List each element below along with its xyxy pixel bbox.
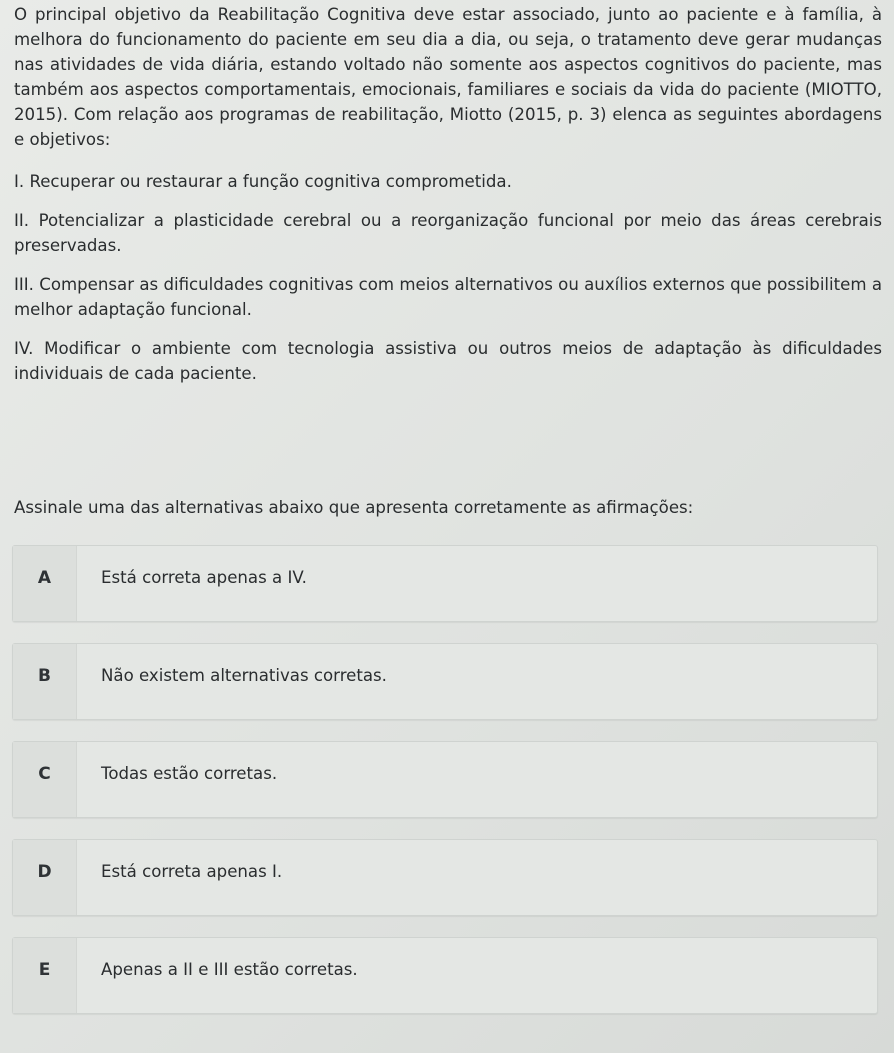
- option-b[interactable]: [12, 643, 878, 720]
- question-intro: O principal objetivo da Reabilitação Cognitiva deve estar associado, junto ao paciente e à família, à melhora do funcionamento do paciente em seu dia a dia, ou seja, o tratamento deve gerar mudanças nas atividades de vida diária, estando voltado não somente aos aspectos cognitivos do paciente, mas também aos aspectos comportamentais, emocionais, familiares e sociais da vida do paciente (MIOTTO, 2015). Com relação aos programas de reabilitação, Miotto (2015, p. 3) elenca as seguintes abordagens e objetivos:: [14, 5, 882, 149]
- statement-4: IV. Modificar o ambiente com tecnologia assistiva ou outros meios de adaptação às dificuldades individuais de cada paciente.: [14, 339, 882, 383]
- option-e[interactable]: [12, 937, 878, 1014]
- statement-2: II. Potencializar a plasticidade cerebral ou a reorganização funcional por meio das áreas cerebrais preservadas.: [14, 211, 882, 255]
- option-letter: A: [13, 546, 77, 621]
- option-letter: E: [13, 938, 77, 1013]
- option-letter: C: [13, 742, 77, 817]
- option-c[interactable]: [12, 741, 878, 818]
- question-instruction: Assinale uma das alternativas abaixo que apresenta corretamente as afirmações:: [14, 498, 694, 517]
- answer-options: [12, 545, 878, 1035]
- statement-1: I. Recuperar ou restaurar a função cognitiva comprometida.: [14, 172, 512, 191]
- statement-3: III. Compensar as dificuldades cognitivas com meios alternativos ou auxílios externos que possibilitem a melhor adaptação funcional.: [14, 275, 882, 319]
- option-letter: B: [13, 644, 77, 719]
- option-text: Está correta apenas I.: [101, 862, 283, 881]
- option-text: Apenas a II e III estão corretas.: [101, 960, 358, 979]
- question-body: [14, 2, 882, 386]
- option-a[interactable]: [12, 545, 878, 622]
- option-text: Está correta apenas a IV.: [101, 568, 307, 587]
- option-text: Todas estão corretas.: [101, 764, 278, 783]
- option-letter: D: [13, 840, 77, 915]
- option-text: Não existem alternativas corretas.: [101, 666, 387, 685]
- option-d[interactable]: [12, 839, 878, 916]
